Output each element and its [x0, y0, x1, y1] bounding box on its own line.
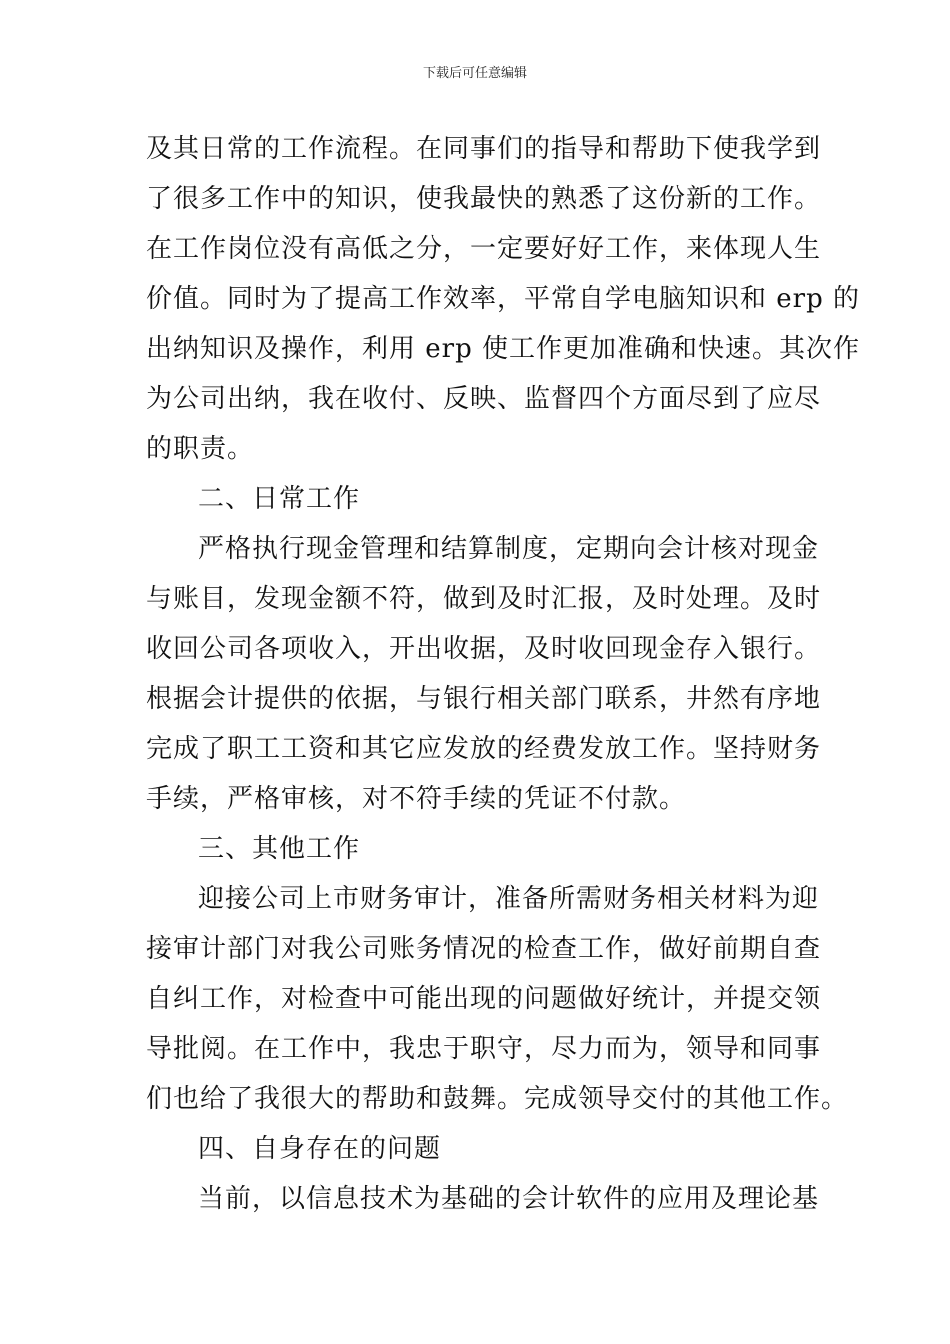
- text-line: 为公司出纳，我在收付、反映、监督四个方面尽到了应尽: [146, 384, 822, 414]
- text-line: 迎接公司上市财务审计，准备所需财务相关材料为迎: [198, 884, 820, 914]
- text-line: 价值。同时为了提高工作效率，平常自学电脑知识和 erp 的: [146, 284, 860, 314]
- text-line: 完成了职工工资和其它应发放的经费发放工作。坚持财务: [146, 734, 822, 764]
- text-line: 严格执行现金管理和结算制度，定期向会计核对现金: [198, 534, 820, 564]
- page-header: 下载后可任意编辑: [422, 66, 527, 81]
- text-line: 出纳知识及操作，利用 erp 使工作更加准确和快速。其次作: [146, 334, 860, 364]
- text-line: 了很多工作中的知识，使我最快的熟悉了这份新的工作。: [146, 184, 822, 214]
- text-line: 导批阅。在工作中，我忠于职守，尽力而为，领导和同事: [146, 1034, 822, 1064]
- text-line: 的职责。: [146, 434, 255, 464]
- text-line: 与账目，发现金额不符，做到及时汇报，及时处理。及时: [146, 584, 822, 614]
- text-line: 根据会计提供的依据，与银行相关部门联系，井然有序地: [146, 684, 822, 714]
- text-line: 接审计部门对我公司账务情况的检查工作，做好前期自查: [146, 934, 822, 964]
- section-heading: 四、自身存在的问题: [198, 1134, 442, 1164]
- section-heading: 三、其他工作: [198, 834, 361, 864]
- text-line: 当前，以信息技术为基础的会计软件的应用及理论基: [198, 1184, 820, 1214]
- text-line: 们也给了我很大的帮助和鼓舞。完成领导交付的其他工作。: [146, 1084, 849, 1114]
- text-line: 手续，严格审核，对不符手续的凭证不付款。: [146, 784, 687, 814]
- text-line: 及其日常的工作流程。在同事们的指导和帮助下使我学到: [146, 134, 822, 164]
- text-line: 自纠工作，对检查中可能出现的问题做好统计，并提交领: [146, 984, 822, 1014]
- text-line: 在工作岗位没有高低之分，一定要好好工作，来体现人生: [146, 234, 822, 264]
- text-line: 收回公司各项收入，开出收据，及时收回现金存入银行。: [146, 634, 822, 664]
- section-heading: 二、日常工作: [198, 484, 361, 514]
